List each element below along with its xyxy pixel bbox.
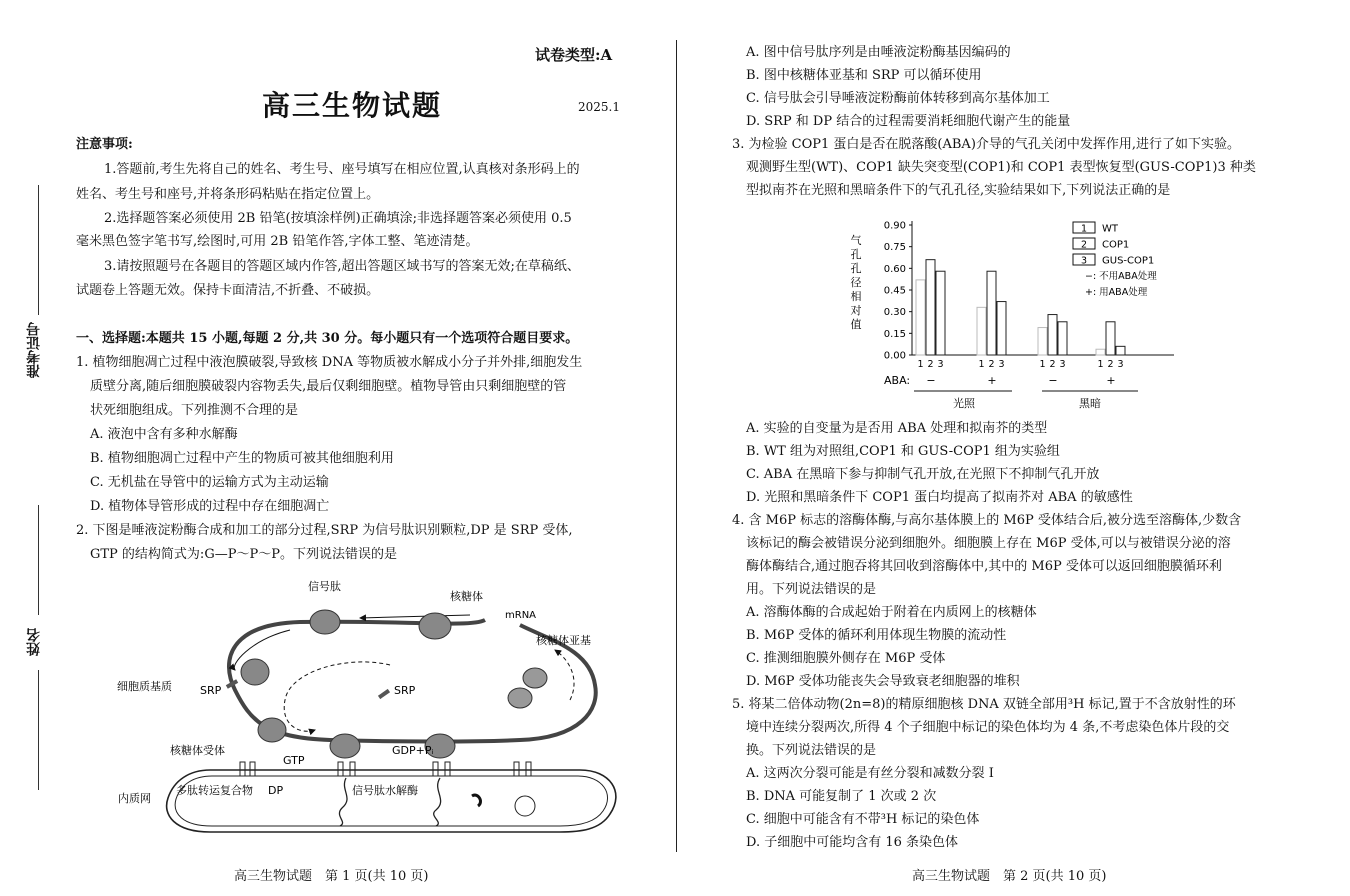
label-mrna: mRNA <box>505 610 537 621</box>
y-axis-label: 气 <box>850 234 862 247</box>
ribosome-subunit-1 <box>523 668 547 688</box>
bar-number-label: 1 <box>978 359 985 370</box>
aba-sign-label: + <box>1106 374 1116 387</box>
legend-series-label: GUS-COP1 <box>1102 255 1155 267</box>
q3-stem: 3. 为检验 COP1 蛋白是否在脱落酸(ABA)介导的气孔关闭中发挥作用,进行了如下实验。 <box>732 137 1241 152</box>
stomata-bar-chart <box>840 210 1180 410</box>
srp-pathway-figure <box>100 570 620 855</box>
translocon <box>338 762 343 776</box>
bar <box>1058 322 1067 355</box>
bar <box>1096 349 1105 355</box>
bar-number-label: 1 <box>917 359 924 370</box>
label-gdp: GDP+Pᵢ <box>392 744 434 757</box>
bar-number-label: 1 <box>1097 359 1104 370</box>
ribosome-subunit-2 <box>508 688 532 708</box>
q2-option-c: C. 信号肽会引导唾液淀粉酶前体转移到高尔基体加工 <box>746 91 1050 106</box>
translocon <box>526 762 531 776</box>
y-axis-label: 径 <box>850 276 862 289</box>
q3-stem: 观测野生型(WT)、COP1 缺失突变型(COP1)和 COP1 表型恢复型(GUS-COP1)3 种类 <box>746 160 1256 175</box>
q1-stem: 质壁分离,随后细胞膜破裂内容物丢失,最后仅剩细胞壁。植物导管由只剩细胞壁的管 <box>90 379 567 394</box>
y-axis-label: 相 <box>850 290 862 303</box>
q3-option-c: C. ABA 在黑暗下参与抑制气孔开放,在光照下不抑制气孔开放 <box>746 467 1100 482</box>
bar-number-label: 2 <box>927 359 934 370</box>
bar <box>1106 322 1115 355</box>
y-axis-label: 孔 <box>850 262 862 275</box>
bar <box>1116 346 1125 355</box>
q5-stem: 5. 将某二倍体动物(2n=8)的精原细胞核 DNA 双链全部用³H 标记,置于不含放射性的环 <box>732 697 1236 712</box>
translocon <box>350 762 355 776</box>
q5-option-b: B. DNA 可能复制了 1 次或 2 次 <box>746 789 937 804</box>
label-peptidase: 信号肽水解酶 <box>352 784 418 797</box>
binding-line-mid <box>38 505 39 615</box>
bar <box>1038 328 1047 355</box>
y-tick-label: 0.75 <box>883 242 906 254</box>
q1-stem: 1. 植物细胞凋亡过程中液泡膜破裂,导致核 DNA 等物质被水解成小分子并外排,细胞发生 <box>76 355 583 370</box>
translocon <box>433 762 438 776</box>
y-axis-label: 值 <box>850 318 862 331</box>
label-signal-peptide: 信号肽 <box>308 580 341 593</box>
q1-option-a: A. 液泡中含有多种水解酶 <box>90 427 238 442</box>
legend-series-label: WT <box>1102 223 1118 235</box>
label-cytosol: 细胞质基质 <box>117 680 172 693</box>
legend-number: 2 <box>1080 239 1088 251</box>
bar-number-label: 2 <box>1049 359 1056 370</box>
q4-option-c: C. 推测细胞膜外侧存在 M6P 受体 <box>746 651 946 666</box>
section-heading: 一、选择题:本题共 15 小题,每题 2 分,共 30 分。每小题只有一个选项符合题目要求。 <box>76 331 579 346</box>
q3-option-d: D. 光照和黑暗条件下 COP1 蛋白均提高了拟南芥对 ABA 的敏感性 <box>746 490 1133 505</box>
y-tick-label: 0.15 <box>883 328 906 340</box>
ribosome-5 <box>330 734 360 758</box>
footer-left: 高三生物试题 第 1 页(共 10 页) <box>234 869 429 884</box>
q4-stem: 用。下列说法错误的是 <box>746 582 877 597</box>
cleaved-signal-peptide <box>472 795 480 806</box>
paper-type: 试卷类型:A <box>535 46 613 64</box>
q4-stem: 4. 含 M6P 标志的溶酶体酶,与高尔基体膜上的 M6P 受体结合后,被分选至溶酶体,少数含 <box>732 513 1242 528</box>
legend-plus-note: +: 用ABA处理 <box>1085 287 1148 298</box>
label-subunit: 核糖体亚基 <box>536 634 591 647</box>
q1-stem: 状死细胞组成。下列推测不合理的是 <box>90 403 299 418</box>
aba-sign-label: − <box>1048 374 1058 387</box>
bar-number-label: 3 <box>937 359 944 370</box>
bar <box>977 307 986 355</box>
bar-number-label: 2 <box>1107 359 1114 370</box>
binding-line-top <box>38 185 39 315</box>
notice-line: 试题卷上答题无效。保持卡面清洁,不折叠、不破损。 <box>76 283 380 298</box>
q2-option-b: B. 图中核糖体亚基和 SRP 可以循环使用 <box>746 68 982 83</box>
q2-stem: 2. 下图是唾液淀粉酶合成和加工的部分过程,SRP 为信号肽识别颗粒,DP 是 SRP 受体, <box>76 523 573 538</box>
q5-option-d: D. 子细胞中可能均含有 16 条染色体 <box>746 835 959 850</box>
translation-arrow <box>360 615 470 618</box>
notice-line: 1.答题前,考生先将自己的姓名、考生号、座号填写在相应位置,认真核对条形码上的 <box>104 162 580 177</box>
bar-number-label: 1 <box>1039 359 1046 370</box>
notice-line: 3.请按照题号在各题目的答题区域内作答,超出答题区域书写的答案无效;在草稿纸、 <box>104 259 580 274</box>
ribosome-receptor <box>240 762 245 776</box>
legend-number: 1 <box>1080 223 1088 235</box>
q1-option-d: D. 植物体导管形成的过程中存在细胞凋亡 <box>90 499 330 514</box>
exam-number-label: 准考证号 <box>26 322 42 378</box>
y-axis-label: 对 <box>850 304 862 317</box>
bar-number-label: 3 <box>1059 359 1066 370</box>
translocon <box>445 762 450 776</box>
name-label: 姓名 <box>26 628 42 656</box>
aba-sign-label: − <box>926 374 936 387</box>
q3-option-a: A. 实验的自变量为是否用 ABA 处理和拟南芥的类型 <box>746 421 1048 436</box>
notice-heading: 注意事项: <box>76 137 133 152</box>
q3-option-b: B. WT 组为对照组,COP1 和 GUS-COP1 组为实验组 <box>746 444 1060 459</box>
condition-label-light: 光照 <box>953 397 975 410</box>
er-membrane <box>167 770 616 832</box>
aba-label: ABA: <box>884 374 911 387</box>
condition-label-dark: 黑暗 <box>1079 397 1101 410</box>
bar <box>1048 315 1057 355</box>
label-srp-left: SRP <box>200 684 222 697</box>
label-ribosome-receptor: 核糖体受体 <box>170 744 225 757</box>
bar-number-label: 3 <box>1117 359 1124 370</box>
aba-sign-label: + <box>987 374 997 387</box>
notice-line: 姓名、考生号和座号,并将条形码粘贴在指定位置上。 <box>76 187 380 202</box>
notice-line: 毫米黑色签字笔书写,绘图时,可用 2B 铅笔作答,字体工整、笔迹清楚。 <box>76 234 479 249</box>
ribosome-3 <box>241 659 269 685</box>
y-tick-label: 0.45 <box>883 285 906 297</box>
page-divider <box>676 40 677 852</box>
q5-stem: 换。下列说法错误的是 <box>746 743 877 758</box>
q1-option-c: C. 无机盐在导管中的运输方式为主动运输 <box>90 475 329 490</box>
folded-protein <box>515 796 535 816</box>
q2-option-d: D. SRP 和 DP 结合的过程需要消耗细胞代谢产生的能量 <box>746 114 1071 129</box>
y-tick-label: 0.60 <box>883 263 906 275</box>
exam-date: 2025.1 <box>578 100 620 114</box>
q5-option-c: C. 细胞中可能含有不带³H 标记的染色体 <box>746 812 980 827</box>
y-tick-label: 0.90 <box>883 220 906 232</box>
q4-option-a: A. 溶酶体酶的合成起始于附着在内质网上的核糖体 <box>746 605 1037 620</box>
y-tick-label: 0.30 <box>883 307 906 319</box>
page-title: 高三生物试题 <box>262 89 443 122</box>
q5-option-a: A. 这两次分裂可能是有丝分裂和减数分裂 I <box>746 766 994 781</box>
srp-particle-2 <box>378 689 390 699</box>
q1-option-b: B. 植物细胞凋亡过程中产生的物质可被其他细胞利用 <box>90 451 394 466</box>
notice-line: 2.选择题答案必须使用 2B 铅笔(按填涂样例)正确填涂;非选择题答案必须使用 0.5 <box>104 211 572 226</box>
q5-stem: 境中连续分裂两次,所得 4 个子细胞中标记的染色体均为 4 条,不考虑染色体片段的交 <box>746 720 1230 735</box>
srp-recycle-arrow <box>284 662 390 731</box>
label-complex: 多肽转运复合物 <box>176 784 253 797</box>
label-ribosome: 核糖体 <box>450 590 483 603</box>
y-axis-label: 孔 <box>850 248 862 261</box>
bar <box>926 260 935 355</box>
polypeptide <box>339 778 347 826</box>
q2-stem: GTP 的结构简式为:G—P～P～P。下列说法错误的是 <box>90 547 397 562</box>
legend-number: 3 <box>1080 255 1088 267</box>
translocon <box>514 762 519 776</box>
ribosome-receptor <box>250 762 255 776</box>
q4-option-d: D. M6P 受体功能丧失会导致衰老细胞器的堆积 <box>746 674 1020 689</box>
ribosome-2 <box>419 613 451 639</box>
legend-minus-note: −: 不用ABA处理 <box>1085 271 1157 282</box>
subunit-return-arrow <box>555 650 574 700</box>
label-er: 内质网 <box>118 792 151 805</box>
label-dp: DP <box>268 784 284 797</box>
q4-stem: 该标记的酶会被错误分泌到细胞外。细胞膜上存在 M6P 受体,可以与被错误分泌的溶 <box>746 536 1231 551</box>
q2-option-a: A. 图中信号肽序列是由唾液淀粉酶基因编码的 <box>746 45 1011 60</box>
bar-number-label: 3 <box>998 359 1005 370</box>
ribosome-1 <box>310 610 340 634</box>
ribosome-4 <box>258 718 286 742</box>
bar-number-label: 2 <box>988 359 995 370</box>
binding-line-bottom <box>38 670 39 790</box>
bar <box>936 271 945 355</box>
label-srp-right: SRP <box>394 684 416 697</box>
footer-right: 高三生物试题 第 2 页(共 10 页) <box>912 869 1107 884</box>
bar <box>987 271 996 355</box>
bar <box>916 280 925 355</box>
legend-series-label: COP1 <box>1102 239 1130 251</box>
q3-stem: 型拟南芥在光照和黑暗条件下的气孔孔径,实验结果如下,下列说法正确的是 <box>746 183 1171 198</box>
label-gtp: GTP <box>283 754 305 767</box>
bar <box>997 302 1006 355</box>
y-tick-label: 0.00 <box>883 350 906 362</box>
q4-option-b: B. M6P 受体的循环利用体现生物膜的流动性 <box>746 628 1007 643</box>
polypeptide <box>434 778 441 826</box>
q4-stem: 酶体酶结合,通过胞吞将其回收到溶酶体中,其中的 M6P 受体可以返回细胞膜循环利 <box>746 559 1222 574</box>
